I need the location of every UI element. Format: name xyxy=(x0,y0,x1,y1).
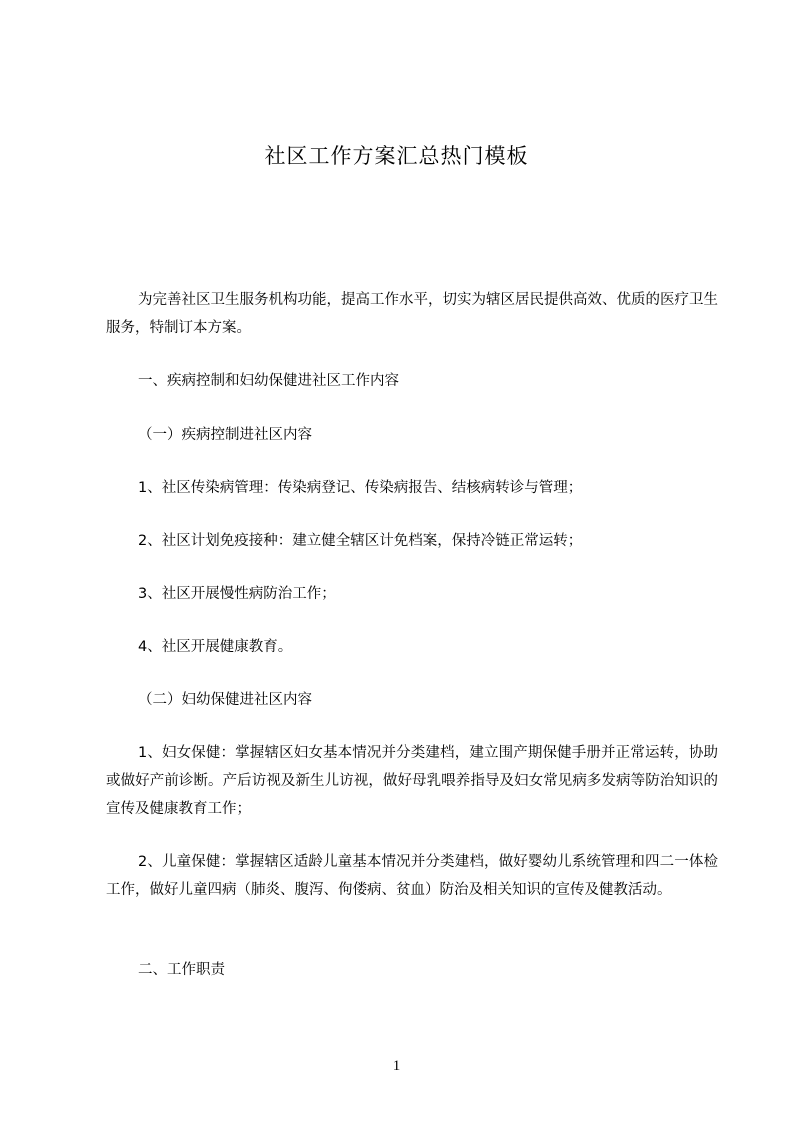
list-item-1: 1、社区传染病管理：传染病登记、传染病报告、结核病转诊与管理； xyxy=(138,480,583,496)
subsection-heading-1: （一）疾病控制进社区内容 xyxy=(138,427,312,443)
page-number: 1 xyxy=(392,1058,401,1074)
list-item-4: 4、社区开展健康教育。 xyxy=(138,639,293,655)
intro-paragraph: 为完善社区卫生服务机构功能，提高工作水平，切实为辖区居民提供高效、优质的医疗卫生服务，特制订本方案。 xyxy=(106,292,718,336)
subsection-heading-2: （二）妇幼保健进社区内容 xyxy=(138,692,312,708)
child-health-paragraph: 2、儿童保健：掌握辖区适龄儿童基本情况并分类建档，做好婴幼儿系统管理和四二一体检工作，做好儿童四病（肺炎、腹泻、佝偻病、贫血）防治及相关知识的宣传及健教活动。 xyxy=(106,854,718,898)
list-item-2: 2、社区计划免疫接种：建立健全辖区计免档案，保持冷链正常运转； xyxy=(138,533,583,549)
document-title: 社区工作方案汇总热门模板 xyxy=(264,144,529,168)
section-heading-2: 二、工作职责 xyxy=(138,962,225,978)
list-item-3: 3、社区开展慢性病防治工作； xyxy=(138,586,336,602)
womens-health-paragraph: 1、妇女保健：掌握辖区妇女基本情况并分类建档，建立围产期保健手册并正常运转，协助或做好产前诊断。产后访视及新生儿访视，做好母乳喂养指导及妇女常见病多发病等防治知识的宣传及健康教育工作； xyxy=(106,745,718,817)
section-heading-1: 一、疾病控制和妇幼保健进社区工作内容 xyxy=(138,373,399,389)
